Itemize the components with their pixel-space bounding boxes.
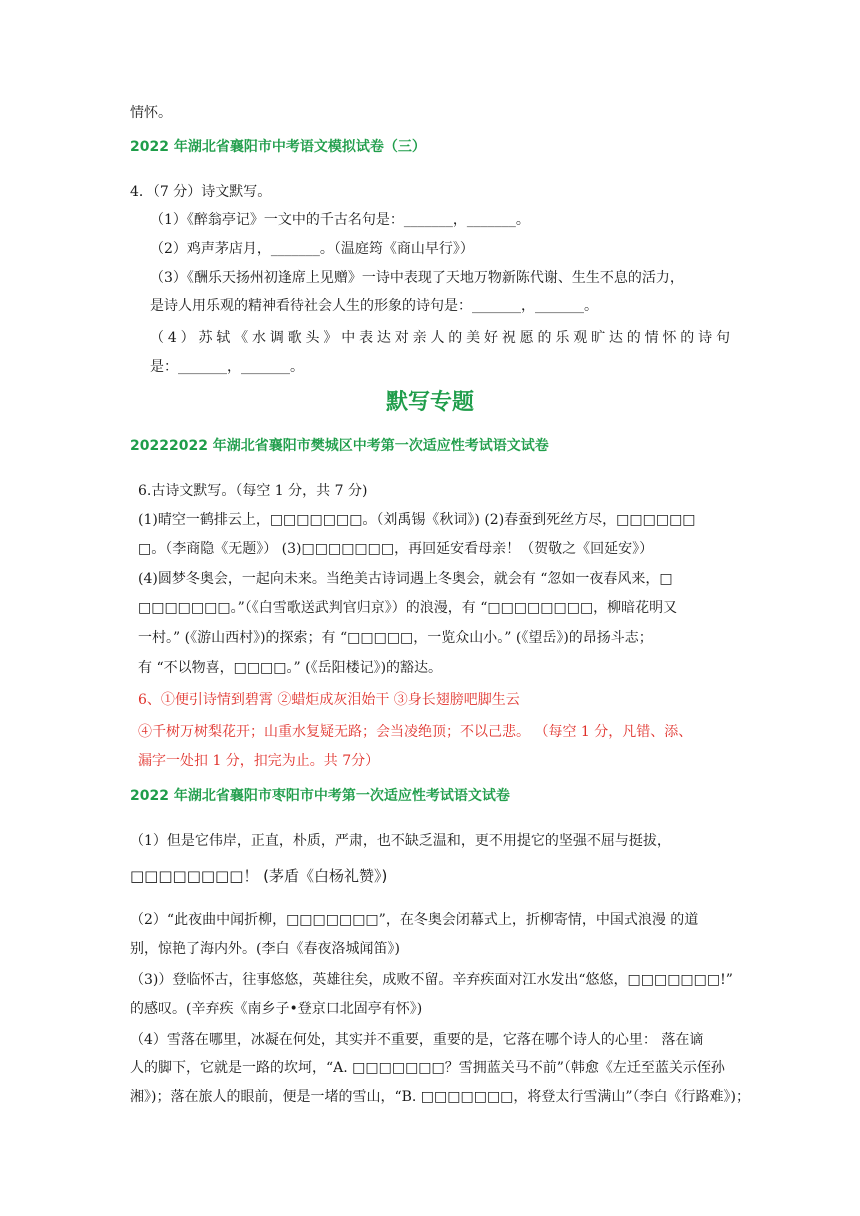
text-line: 人的脚下，它就是一路的坎坷，“A. □□□□□□□？雪拥蓝关马不前”（韩愈《左迁至蓝关示侄孙 [130, 1060, 725, 1076]
text-line: (4)圆梦冬奥会，一起向未来。当绝美古诗词遇上冬奥会，就会有 “忽如一夜春风来，□ [138, 571, 673, 587]
text-line: （2）“此夜曲中闻折柳，□□□□□□□”，在冬奥会闭幕式上，折柳寄情，中国式浪漫 的道 [130, 912, 699, 928]
text-line: （1）但是它伟岸，正直，朴质，严肃，也不缺乏温和，更不用提它的坚强不屈与挺拔， [130, 833, 671, 849]
text-line: □。（李商隐《无题》） (3)□□□□□□□，再回延安看母亲！（贺敬之《回延安》） [138, 541, 654, 557]
question-item: 是：_______，_______。 [150, 359, 304, 375]
text-line: 的感叹。(辛弃疾《南乡子•登京口北固亭有怀》) [130, 1001, 423, 1017]
text-line: (1)晴空一鹤排云上，□□□□□□□。（刘禹锡《秋词》) (2)春蚕到死丝方尽，□□□□□□ [138, 512, 696, 528]
question-item: （2）鸡声茅店月，_______。（温庭筠《商山早行》） [150, 241, 474, 257]
page-title: 默写专题 [385, 390, 474, 415]
text-line: 情怀。 [130, 105, 172, 121]
answer-line: 漏字一处扣 1 分，扣完为止。共 7分） [138, 753, 380, 769]
text-line: □□□□□□□□！ (茅盾《白杨礼赞》) [130, 867, 388, 885]
answer-line: 6、①便引诗情到碧霄 ②蜡炬成灰泪始干 ③身长翅膀吧脚生云 [138, 692, 520, 708]
section-heading: 2022 年湖北省襄阳市枣阳市中考第一次适应性考试语文试卷 [130, 788, 510, 804]
question-item: （3）《酬乐天扬州初逢席上见赠》一诗中表现了天地万物新陈代谢、生生不息的活力， [150, 270, 684, 286]
answer-line: ④千树万树梨花开；山重水复疑无路；会当凌绝顶；不以己悲。 （每空 1 分，凡错、添、 [138, 724, 693, 740]
text-line: 有 “不以物喜，□□□□。” (《岳阳楼记》)的豁达。 [138, 660, 443, 676]
section-heading: 2022 年湖北省襄阳市中考语文模拟试卷（三） [130, 139, 426, 155]
question-item: （1）《醉翁亭记》一文中的千古名句是：_______，_______。 [150, 212, 530, 228]
text-line: □□□□□□□。”（《白雪歌送武判官归京》）的浪漫，有 “□□□□□□□□，柳暗花明又 [138, 600, 678, 616]
text-line: 湘》)；落在旅人的眼前，便是一堵的雪山，“B. □□□□□□□，将登太行雪满山”（李白《行路难》)； [130, 1089, 751, 1105]
section-heading: 20222022 年湖北省襄阳市樊城区中考第一次适应性考试语文试卷 [130, 438, 549, 454]
text-line: 6.古诗文默写。（每空 1 分，共 7 分) [138, 483, 368, 499]
text-line: （3)）登临怀古，往事悠悠，英雄往矣，成败不留。辛弃疾面对江水发出“悠悠，□□□□□□□!” [130, 972, 733, 988]
question-item: 是诗人用乐观的精神看待社会人生的形象的诗句是：_______，_______。 [150, 298, 598, 314]
question-title: 4．（7 分）诗文默写。 [130, 184, 272, 200]
text-line: 一村。” (《游山西村》)的探索；有 “□□□□□，一览众山小。” (《望岳》)的昂扬斗志； [138, 630, 653, 646]
text-line: 别，惊艳了海内外。(李白《春夜洛城闻笛》) [130, 941, 400, 957]
question-item: （4）苏轼《水调歌头》中表达对亲人的美好祝愿的乐观旷达的情怀的诗句 [150, 330, 730, 346]
text-line: （4）雪落在哪里，冰凝在何处，其实并不重要，重要的是，它落在哪个诗人的心里： 落在谪 [130, 1032, 704, 1048]
